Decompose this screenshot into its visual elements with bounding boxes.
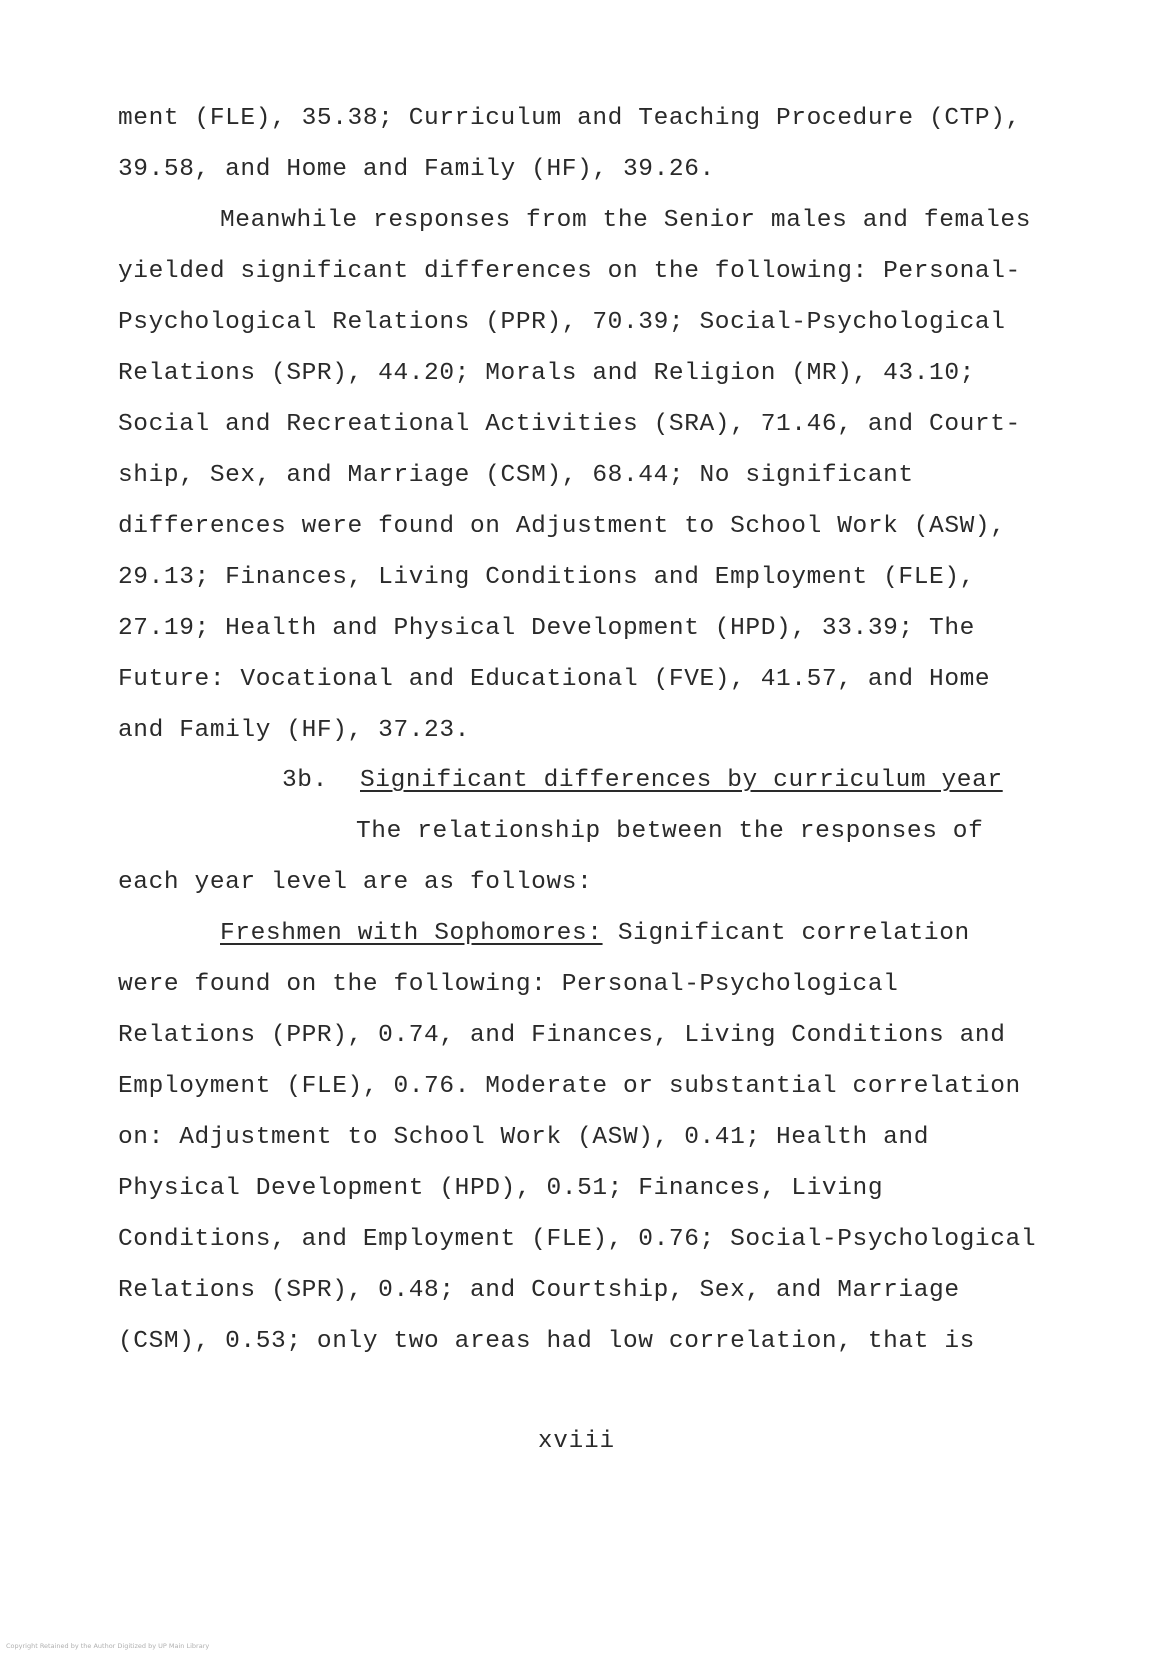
footer-notice: Copyright Retained by the Author Digitized by UP Main Library <box>6 1642 210 1650</box>
text-line-1: ment (FLE), 35.38; Curriculum and Teaching Procedure (CTP), <box>118 105 1021 132</box>
text-line-19: were found on the following: Personal-Psychological <box>118 971 899 998</box>
paragraph-senior-start: Meanwhile responses from the Senior males and females <box>220 207 1032 234</box>
text-line-20: Relations (PPR), 0.74, and Finances, Living Conditions and <box>118 1022 1006 1049</box>
text-line-6: Relations (SPR), 44.20; Morals and Religion (MR), 43.10; <box>118 360 975 387</box>
section-heading: Significant differences by curriculum year <box>360 767 1003 794</box>
text-line-9: differences were found on Adjustment to School Work (ASW), <box>118 513 1006 540</box>
subheading-freshmen-sophomores: Freshmen with Sophomores: <box>220 920 603 947</box>
text-line-12: Future: Vocational and Educational (FVE), 41.57, and Home <box>118 666 991 693</box>
paragraph-freshmen-start <box>220 919 970 949</box>
section-number: 3b. <box>282 767 328 794</box>
text-line-10: 29.13; Finances, Living Conditions and Employment (FLE), <box>118 564 975 591</box>
text-line-26: (CSM), 0.53; only two areas had low correlation, that is <box>118 1328 975 1355</box>
text-line-24: Conditions, and Employment (FLE), 0.76; Social-Psychological <box>118 1226 1037 1253</box>
text-line-21: Employment (FLE), 0.76. Moderate or substantial correlation <box>118 1073 1021 1100</box>
text-line-18-rest: Significant correlation <box>602 920 970 947</box>
text-line-11: 27.19; Health and Physical Development (HPD), 33.39; The <box>118 615 975 642</box>
text-line-5: Psychological Relations (PPR), 70.39; Social-Psychological <box>118 309 1006 336</box>
text-line-25: Relations (SPR), 0.48; and Courtship, Sex, and Marriage <box>118 1277 960 1304</box>
text-line-4: yielded significant differences on the following: Personal- <box>118 258 1021 285</box>
text-line-16: The relationship between the responses of <box>356 818 984 845</box>
text-line-17: each year level are as follows: <box>118 869 593 896</box>
page-number: xviii <box>538 1428 616 1455</box>
text-line-23: Physical Development (HPD), 0.51; Finances, Living <box>118 1175 884 1202</box>
text-line-13: and Family (HF), 37.23. <box>118 717 470 744</box>
text-line-22: on: Adjustment to School Work (ASW), 0.41; Health and <box>118 1124 930 1151</box>
text-line-2: 39.58, and Home and Family (HF), 39.26. <box>118 156 715 183</box>
text-line-7: Social and Recreational Activities (SRA), 71.46, and Court- <box>118 411 1021 438</box>
text-line-8: ship, Sex, and Marriage (CSM), 68.44; No significant <box>118 462 914 489</box>
